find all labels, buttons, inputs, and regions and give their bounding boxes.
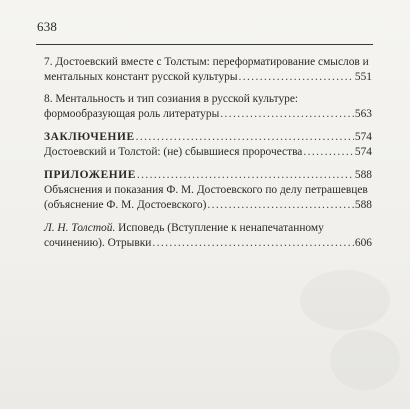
toc-entry-text: 8. Ментальность и тип созиания в русской культуре: bbox=[44, 93, 299, 105]
toc-entry-text bbox=[44, 221, 372, 236]
toc-heading-text: ЗАКЛЮЧЕНИЕ bbox=[44, 131, 135, 143]
toc-entry-7 bbox=[44, 55, 372, 85]
toc-entry-prophecies bbox=[44, 145, 372, 160]
leader-dots bbox=[207, 198, 354, 213]
toc-entry-text: Исповедь (Вступление к ненапечатанному bbox=[115, 222, 324, 234]
toc-entry-text: Достоевский и Толстой: (не) сбывшиеся пророчества bbox=[44, 146, 303, 158]
paper-shadow bbox=[330, 330, 400, 390]
table-of-contents bbox=[44, 55, 372, 251]
toc-entry-text: 7. Достоевский вместе с Толстым: переформатирование смыслов и bbox=[44, 56, 369, 68]
toc-entry-row bbox=[44, 130, 372, 145]
toc-entry-petrashevtsy bbox=[44, 183, 372, 213]
toc-entry-row bbox=[44, 168, 372, 183]
leader-dots bbox=[137, 168, 354, 183]
leader-dots bbox=[152, 236, 354, 251]
header-rule bbox=[36, 44, 373, 45]
toc-entry-row bbox=[44, 236, 372, 251]
page-number: 638 bbox=[37, 19, 58, 34]
toc-page-number: 574 bbox=[354, 131, 372, 143]
toc-page-number: 606 bbox=[354, 237, 372, 249]
toc-heading-appendix bbox=[44, 168, 372, 183]
toc-page-number: 574 bbox=[354, 146, 372, 158]
toc-entry-row bbox=[44, 107, 372, 122]
toc-entry-text: ментальных констант русской культуры bbox=[44, 71, 238, 83]
toc-heading-conclusion bbox=[44, 130, 372, 145]
toc-entry-row bbox=[44, 145, 372, 160]
toc-page-number: 588 bbox=[354, 199, 372, 211]
toc-entry-row bbox=[44, 70, 372, 85]
toc-entry-text: сочинению). Отрывки bbox=[44, 237, 152, 249]
toc-entry-text: формообразующая роль литературы bbox=[44, 108, 220, 120]
toc-page-number: 588 bbox=[354, 169, 372, 181]
leader-dots bbox=[220, 107, 354, 122]
toc-entry-text: (объяснение Ф. М. Достоевского) bbox=[44, 199, 207, 211]
leader-dots bbox=[239, 70, 354, 85]
toc-heading-text: ПРИЛОЖЕНИЕ bbox=[44, 169, 136, 181]
toc-page-number: 551 bbox=[354, 71, 372, 83]
toc-entry-author: Л. Н. Толстой. bbox=[44, 222, 116, 234]
toc-page-number: 563 bbox=[354, 108, 372, 120]
toc-entry-8 bbox=[44, 92, 372, 122]
paper-shadow bbox=[300, 270, 390, 330]
toc-entry-confession bbox=[44, 221, 372, 251]
leader-dots bbox=[303, 145, 354, 160]
toc-entry-row bbox=[44, 198, 372, 213]
toc-entry-text: Объяснения и показания Ф. М. Достоевского по делу петрашевцев bbox=[44, 184, 368, 196]
leader-dots bbox=[136, 130, 354, 145]
